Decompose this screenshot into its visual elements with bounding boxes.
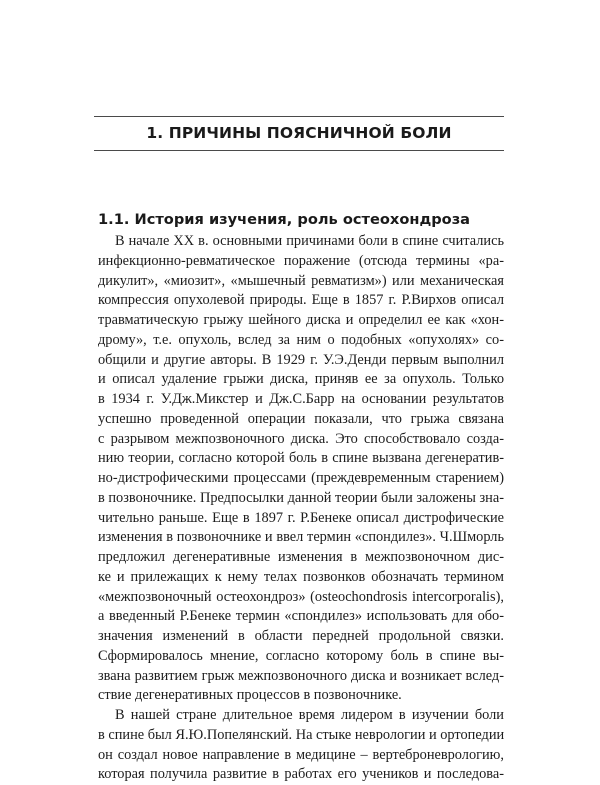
text-line: компрессия опухолевой природы. Еще в 1857 г. Р.Вирхов описал xyxy=(98,292,504,309)
text-line: значения изменений в области передней продольной связки. xyxy=(98,628,504,644)
text-line: изменения в позвоночнике и ввел термин «спондилез». Ч.Шморль xyxy=(98,529,504,546)
section-title: 1.1. История изучения, роль остеохондроза xyxy=(98,211,471,228)
text-line: в 1934 г. У.Дж.Микстер и Дж.С.Барр на основании результатов xyxy=(98,391,504,407)
text-line: чительно раньше. Еще в 1897 г. Р.Бенеке описал дистрофические xyxy=(98,509,504,526)
text-line: инфекционно-ревматическое поражение (отсюда термины «ра- xyxy=(98,252,504,269)
text-line: он создал новое направление в медицине – вертеброневрологию, xyxy=(98,746,504,763)
text-line: В нашей стране длительное время лидером в изучении боли xyxy=(115,707,504,723)
text-line: которая получила развитие в работах его учеников и последова- xyxy=(98,766,504,783)
text-line: В начале XX в. основными причинами боли в спине считались xyxy=(115,233,504,249)
text-line: и описал удаление грыжи диска, приняв ее за опухоль. Только xyxy=(98,371,504,388)
text-line: дрому», т.е. опухоль, вслед за ним о подобных «опухолях» со- xyxy=(98,331,504,348)
text-line: Сформировалось мнение, согласно которому боль в спине вы- xyxy=(98,647,504,664)
text-line: успешно проведенной операции показали, что грыжа связана xyxy=(98,410,504,427)
text-line: нию теории, согласно которой боль в спине вызвана дегенератив- xyxy=(98,450,504,467)
text-line: травматическую грыжу шейного диска и определил ее как «хон- xyxy=(98,312,504,328)
text-line: ке и прилежащих к нему телах позвонков обозначать термином xyxy=(98,568,504,585)
chapter-bottom-rule xyxy=(94,150,504,151)
text-line: ствие дегенеративных процессов в позвоночнике. xyxy=(98,687,402,704)
text-line: дикулит», «миозит», «мышечный ревматизм») или механическая xyxy=(98,272,504,289)
text-line: звана развитием грыж межпозвоночного диска и возникает вслед- xyxy=(98,667,504,684)
text-line: «межпозвоночный остеохондроз» (osteochondrosis intercorporalis), xyxy=(98,588,504,605)
text-line: а введенный Р.Бенеке термин «спондилез» использовать для обо- xyxy=(98,608,504,625)
text-line: но-дистрофическими процессами (преждевременным старением) xyxy=(98,470,504,486)
text-line: в позвоночнике. Предпосылки данной теории были заложены зна- xyxy=(98,489,504,506)
chapter-top-rule xyxy=(94,116,504,117)
text-line: с разрывом межпозвоночного диска. Это способствовало созда- xyxy=(98,430,504,447)
text-line: предложил дегенеративные изменения в межпозвоночном дис- xyxy=(98,549,504,565)
chapter-title: 1. ПРИЧИНЫ ПОЯСНИЧНОЙ БОЛИ xyxy=(146,124,452,142)
text-line: в спине был Я.Ю.Попелянский. На стыке неврологии и ортопедии xyxy=(98,726,504,743)
text-line: общили и другие авторы. В 1929 г. У.Э.Денди первым выполнил xyxy=(98,351,504,368)
body-text xyxy=(98,232,504,785)
